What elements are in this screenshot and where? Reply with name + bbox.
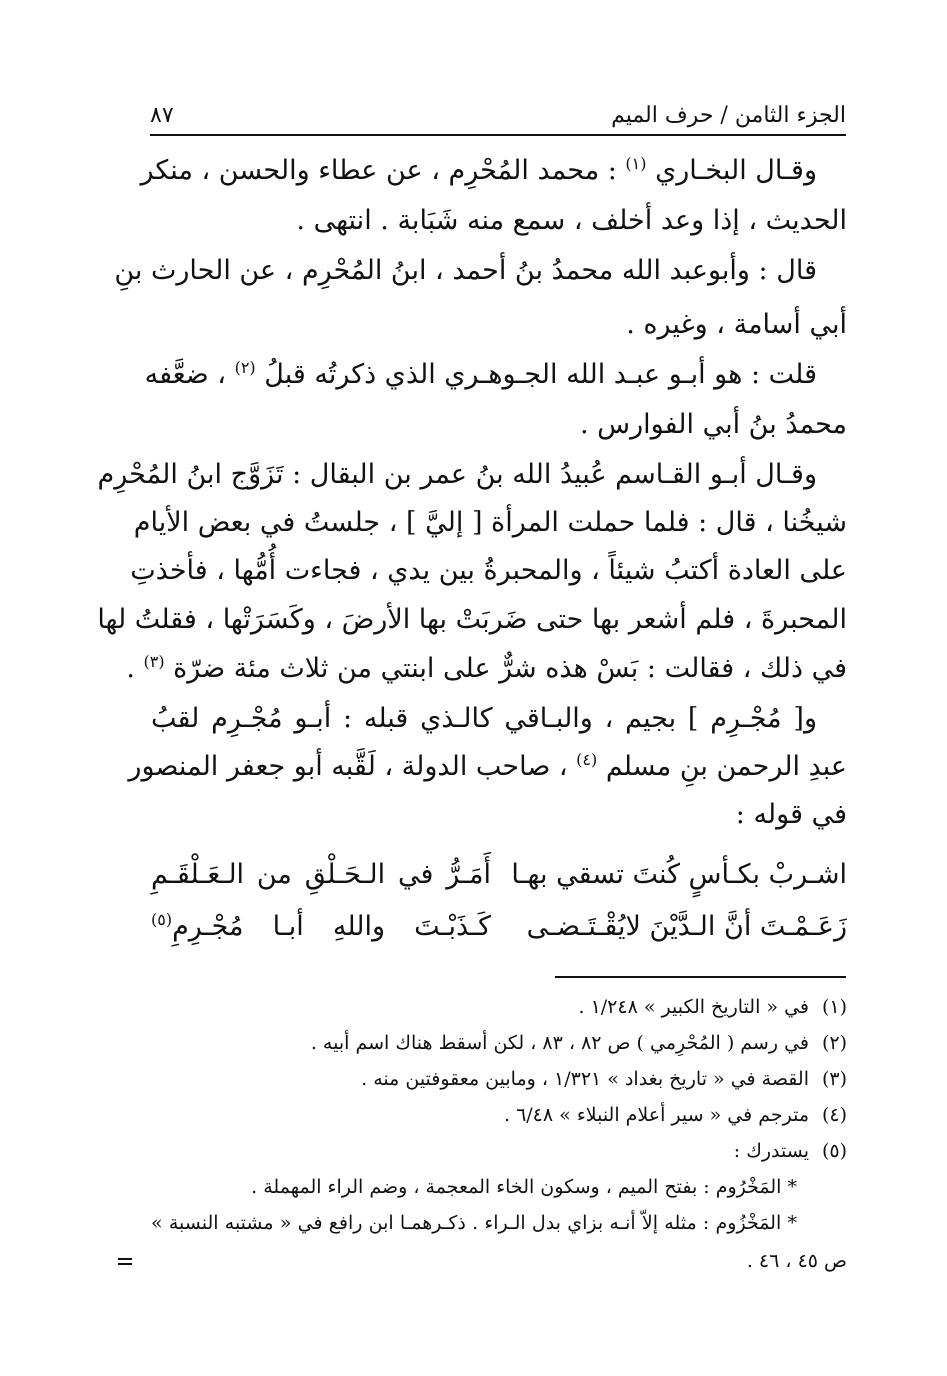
body-line-3: قال : وأبوعبد الله محمدُ بنُ أحمد ، ابنُ المُحْرِم ، عن الحارث بنِ bbox=[114, 255, 817, 286]
footnote-number: (١) bbox=[821, 996, 847, 1018]
footnote-ref-2: (٢) bbox=[234, 358, 256, 377]
footnote-ref-5: (٥) bbox=[151, 910, 173, 929]
footnote-rule bbox=[555, 976, 846, 978]
footnote-ref-4: (٤) bbox=[576, 750, 598, 769]
body-line-10: المحبرةَ ، فلم أشعر بها حتى ضَربَتْ بها الأرضَ ، وكَسَرَتْها ، فقلتُ لها bbox=[97, 604, 847, 635]
footnote-number: (٤) bbox=[821, 1104, 847, 1126]
footnote-1: (١)في « التاريخ الكبير » ١/٢٤٨ . bbox=[151, 992, 847, 1022]
verse-1-second-hemistich: أَمَـرُّ في الـحَـلْقِ من الـعَـلْقَـمِ bbox=[151, 859, 491, 890]
verse-2-first-hemistich: زَعَـمْـتَ أنَّ الـدَّيْنَ لايُقْـتَـضـى bbox=[526, 911, 847, 942]
body-line-2: الحديث ، إذا وعد أخلف ، سمع منه شَبَابة . انتهى . bbox=[296, 205, 847, 236]
running-title: الجزء الثامن / حرف الميم bbox=[611, 103, 846, 128]
header-rule bbox=[150, 134, 846, 136]
footnote-5: (٥)يستدرك : bbox=[151, 1136, 847, 1166]
body-line-13: عبدِ الرحمن بنِ مسلم $^{(٤)}$ ، صاحب الدولة ، لَقَّبه أبو جعفر المنصور bbox=[128, 750, 847, 782]
body-line-9: على العادة أكتبُ شيئاً ، والمحبرةُ بين يدي ، فجاءت أُمُّها ، فأخذتِ bbox=[130, 555, 847, 586]
body-line-5: قلت : هو أبـو عبـد الله الجـوهـري الذي ذكرتُه قبلُ $^{(٢)}$ ، ضعَّفه bbox=[144, 358, 817, 390]
body-line-1: وقـال البخـاري $^{(١)}$ : محمد المُحْرِم ، عن عطاء والحسن ، منكر bbox=[140, 154, 817, 186]
footnote-number: (٣) bbox=[821, 1068, 847, 1090]
body-line-12: و[ مُجْـرِم ] بجيم ، والبـاقي كالـذي قبله : أبـو مُجْـرِم لقبُ bbox=[151, 703, 817, 734]
footnote-3: (٣)القصة في « تاريخ بغداد » ١/٣٢١ ، ومابين معقوفتين منه . bbox=[151, 1064, 847, 1094]
footnote-number: (٥) bbox=[821, 1140, 847, 1162]
footnote-2: (٢)في رسم ( المُحْرِمي ) ص ٨٢ ، ٨٣ ، لكن أسقط هناك اسم أبيه . bbox=[151, 1028, 847, 1058]
footnote-ref-1: (١) bbox=[625, 154, 647, 173]
footnote-number: (٢) bbox=[821, 1032, 847, 1054]
margin-mark bbox=[118, 1258, 132, 1260]
verse-2-second-hemistich: كَـذَبْـتَ واللهِ أبـا مُجْـرِمِ$^{(٥)}$ bbox=[151, 910, 491, 942]
footnote-ref-3: (٣) bbox=[143, 652, 165, 671]
footnote-4: (٤)مترجم في « سير أعلام النبلاء » ٦/٤٨ . bbox=[151, 1100, 847, 1130]
body-line-7: وقـال أبـو القـاسم عُبيدُ الله بنُ عمر بن البقال : تَزَوَّج ابنُ المُحْرِم bbox=[97, 459, 817, 490]
footnote-5-entry-2: * المَخْزُوم : مثله إلاّ أنـه بزاي بدل الـراء . ذكـرهمـا ابن رافع في « مشتبه النسبة » bbox=[151, 1212, 797, 1234]
verse-1-first-hemistich: اشـربْ بكـأسٍ كُنتَ تسقي بهـا bbox=[511, 859, 847, 890]
footnote-5-entry-1: * المَخْرُوم : بفتح الميم ، وسكون الخاء المعجمة ، وضم الراء المهملة . bbox=[251, 1176, 797, 1198]
footnote-5-entry-2-cont: ص ٤٥ ، ٤٦ . bbox=[746, 1250, 847, 1272]
body-line-6: محمدُ بنُ أبي الفوارس . bbox=[579, 409, 847, 440]
body-line-8: شيخُنا ، قال : فلما حملت المرأة [ إليَّ ] ، جلستُ في بعض الأيام bbox=[133, 507, 847, 538]
page-number: ٨٧ bbox=[150, 103, 174, 128]
body-line-14: في قوله : bbox=[735, 799, 847, 830]
body-line-4: أبي أسامة ، وغيره . bbox=[626, 309, 847, 340]
verse-2 bbox=[151, 904, 847, 950]
body-line-11: في ذلك ، فقالت : بَسْ هذه شرٌّ على ابنتي من ثلاث مئة ضرّة $^{(٣)}$ . bbox=[126, 652, 847, 684]
running-head bbox=[150, 88, 846, 128]
verse-1 bbox=[151, 852, 847, 898]
